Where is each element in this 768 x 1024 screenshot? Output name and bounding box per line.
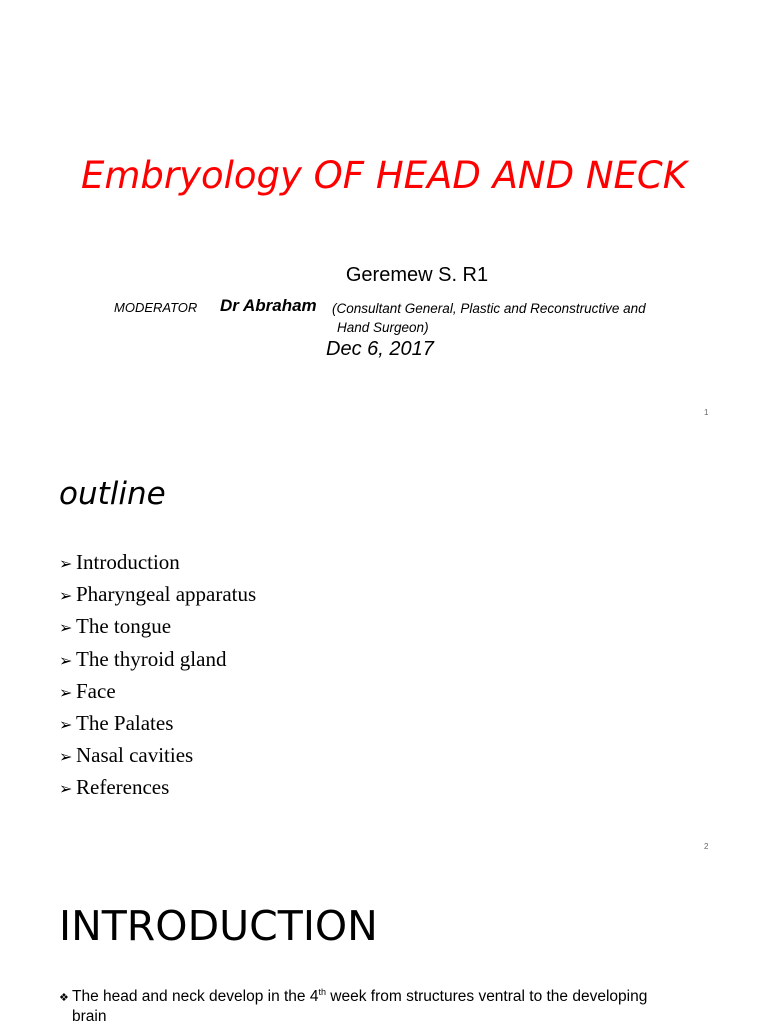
moderator-label: MODERATOR [114, 300, 198, 315]
list-item [59, 741, 256, 773]
list-item [59, 773, 256, 805]
outline-slide [0, 432, 768, 864]
list-item-text: Introduction [76, 550, 180, 574]
page-number: 2 [704, 842, 709, 851]
presenter-name: Geremew S. R1 [345, 264, 489, 286]
arrow-bullet-icon: ➢ [59, 586, 73, 606]
moderator-detail-line1: (Consultant General, Plastic and Reconstructive and [332, 301, 646, 316]
list-item-text: Pharyngeal apparatus [76, 582, 257, 607]
intro-text-part1: The head and neck develop in the 4 [72, 988, 319, 1006]
outline-list [59, 548, 256, 806]
list-item [59, 645, 256, 677]
list-item [59, 709, 256, 741]
slide-title: Embryology OF HEAD AND NECK [80, 154, 688, 197]
list-item [59, 677, 256, 709]
list-item-text: The tongue [76, 614, 172, 639]
moderator-name: Dr Abraham [220, 296, 317, 315]
moderator-detail [332, 299, 667, 337]
diamond-bullet-icon: ❖ [59, 991, 69, 1005]
list-item-text: Nasal cavities [76, 743, 194, 768]
intro-text-part2: week from structures ventral to the developing [325, 988, 648, 1006]
presentation-date: Dec 6, 2017 [326, 338, 434, 360]
introduction-heading: INTRODUCTION [59, 902, 378, 950]
list-item-text: The thyroid gland [76, 646, 227, 671]
arrow-bullet-icon: ➢ [59, 714, 73, 734]
arrow-bullet-icon: ➢ [59, 618, 73, 638]
intro-text-part3: brain [72, 1008, 107, 1024]
moderator-detail-line2: Hand Surgeon) [337, 320, 429, 335]
list-item-text: The Palates [76, 710, 174, 735]
arrow-bullet-icon: ➢ [59, 682, 73, 702]
list-item [59, 612, 256, 644]
page-number: 1 [704, 408, 709, 417]
outline-heading: outline [59, 476, 166, 512]
introduction-slide [0, 864, 768, 1024]
intro-text-superscript: th [318, 987, 326, 997]
list-item-text: Face [76, 678, 116, 703]
arrow-bullet-icon: ➢ [59, 554, 73, 573]
list-item-text: References [76, 775, 170, 800]
list-item [59, 580, 256, 612]
arrow-bullet-icon: ➢ [59, 747, 73, 767]
list-item [59, 548, 256, 580]
title-slide [0, 0, 768, 432]
arrow-bullet-icon: ➢ [59, 779, 73, 799]
arrow-bullet-icon: ➢ [59, 650, 73, 670]
intro-bullet [59, 983, 699, 1024]
